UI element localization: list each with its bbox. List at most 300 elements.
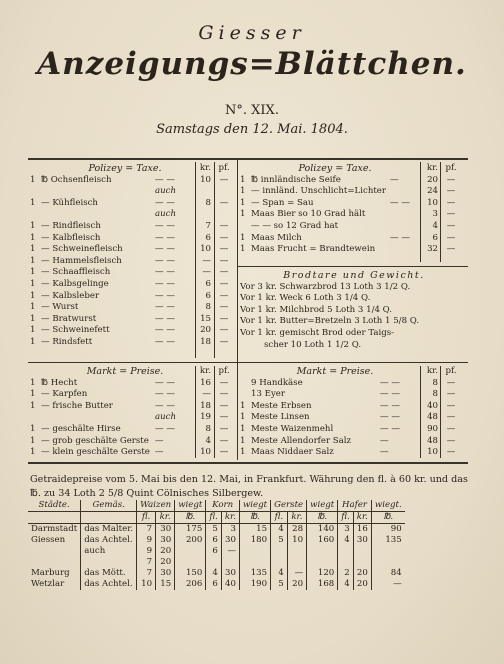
price-pf: — [219,255,229,266]
grain-city [28,557,81,568]
grain-value [371,546,404,557]
grain-value: 10 [137,579,156,590]
issue-number: N°. XIX. [225,103,279,118]
grain-measure: das Achtel. [81,535,137,546]
item-name: — grob geschälte Gerste [41,435,149,446]
dash-or-note: — — [155,313,175,324]
masthead-title: Anzeigungs=Blättchen. [37,46,467,82]
item-name: — Rindsfett [41,336,93,347]
price-kr: 19 [200,412,211,423]
quantity: 1 [30,220,36,231]
price-pf: — [446,197,456,208]
price-pf: — [446,377,456,388]
price-kr: 7 [205,220,211,231]
grain-value [175,546,206,557]
dash-or-note: — [380,435,389,446]
grain-prices-title: Getraidepreise vom 5. Mai bis den 12. Mai, in Frankfurt. Währung den fl. à 60 kr. und das ℔. zu 34 Loth 2 5/8 Quint Cölnisches Silbergew. [30,474,468,499]
col-pf: pf. [445,366,457,376]
price-row [30,389,236,401]
grain-subheader: fl. [271,512,288,524]
grain-value: 180 [239,535,270,546]
grain-value: 28 [287,524,306,536]
dash-or-note: — — [380,412,400,423]
price-pf: — [219,232,229,243]
price-row [240,175,468,187]
grain-subheader [28,512,81,524]
dash-or-note: — — [155,325,175,336]
grain-value [307,546,338,557]
grain-value: 16 [353,524,371,536]
price-kr: 8 [205,197,211,208]
dash-or-note: — — [155,290,175,301]
price-kr: — [202,267,211,278]
grain-value: 30 [156,568,175,579]
price-pf: — [219,197,229,208]
grain-value: 20 [353,579,371,590]
item-name: Maas Milch [251,232,302,243]
item-name: — Karpfen [41,389,88,400]
price-pf: — [446,412,456,423]
grain-subheader: kr. [221,512,239,524]
price-kr: 8 [432,377,438,388]
dash-or-note: — — [380,377,400,388]
dash-or-note: — — [155,197,175,208]
price-kr: 24 [427,186,438,197]
item-name: Maas Bier so 10 Grad hält [251,209,366,220]
item-name: — frische Butter [41,400,113,411]
grain-header: Gerste [271,500,307,512]
item-name: — Hammelsfleisch [41,255,122,266]
grain-value: 6 [206,579,221,590]
quantity: 1 [30,290,36,301]
item-name: — klein geschälte Gerste [41,447,150,458]
price-kr: 8 [205,423,211,434]
grain-row [28,535,405,546]
price-row [240,389,468,401]
grain-subheader: kr. [156,512,175,524]
grain-city: Marburg [31,568,70,578]
price-row [30,291,236,303]
dash-or-note: — — [155,400,175,411]
police-left-title: Polizey = Taxe. [88,163,162,174]
grain-value: 20 [287,579,306,590]
grain-subheader: ℔. [175,512,206,524]
price-kr: 16 [200,377,211,388]
grain-value: 3 [338,524,353,536]
grain-measure [81,557,137,568]
item-name: ℔ Hecht [41,377,78,388]
bread-row: scher 10 Loth 1 1/2 Q. [264,339,362,350]
grain-value [287,557,306,568]
dash-or-note: — — [380,389,400,400]
market-left-header [30,366,236,378]
grain-value: 200 [175,535,206,546]
grain-value: 135 [371,535,404,546]
grain-value: 15 [156,579,175,590]
grain-value [371,557,404,568]
price-row [30,378,236,390]
frame-bottom-rule [28,462,468,464]
grain-value: 150 [175,568,206,579]
grain-header: Korn [206,500,240,512]
grain-subheader: kr. [287,512,306,524]
price-row [240,401,468,413]
grain-subheader: fl. [137,512,156,524]
dash-or-note: — — [390,232,410,243]
price-row [30,198,236,210]
item-name: Meste Erbsen [251,400,312,411]
quantity: 1 [30,174,36,185]
grain-city [28,546,81,557]
grain-value: 4 [271,524,288,536]
price-pf: — [446,220,456,231]
price-row [30,267,236,279]
quantity: 1 [30,255,36,266]
quantity: 1 [30,325,36,336]
grain-value: 40 [221,579,239,590]
price-kr: 48 [427,412,438,423]
price-row [30,175,236,187]
market-prices-left [30,366,236,459]
price-row [30,337,236,349]
item-name: — — so 12 Grad hat [251,220,339,231]
grain-value [338,546,353,557]
price-kr: — [202,389,211,400]
grain-value: 4 [338,579,353,590]
dash-or-note: — [390,174,399,185]
price-pf: — [446,423,456,434]
quantity: 1 [240,412,246,423]
grain-value: 5 [206,524,221,536]
quantity: 1 [240,197,246,208]
item-name: — Kalbsleber [41,290,100,301]
grain-value: 90 [371,524,404,536]
quantity: 1 [240,174,246,185]
dash-or-note: — — [155,220,175,231]
bread-row: Vor 1 kr. Milchbrod 5 Loth 3 1/4 Q. [240,304,393,315]
market-left-title: Markt = Preise. [86,366,164,377]
grain-subheader: ℔. [239,512,270,524]
quantity: 1 [30,336,36,347]
grain-subheader [81,512,137,524]
bread-row: Vor 3 kr. Schwarzbrod 13 Loth 3 1/2 Q. [240,281,411,292]
dash-or-note: — — [155,278,175,289]
grain-header: Gemäs. [81,500,137,512]
item-name: — Schweinefleisch [41,244,123,255]
grain-value: 120 [307,568,338,579]
price-kr: 20 [427,174,438,185]
market-right-title: Markt = Preise. [296,366,374,377]
grain-subheader: fl. [206,512,221,524]
item-name: Maas Frucht = Brandtewein [251,244,376,255]
grain-value: 6 [206,546,221,557]
dash-or-note: — — [155,255,175,266]
grain-value: 30 [156,535,175,546]
price-kr: 15 [200,313,211,324]
grain-measure: das Achtel. [81,579,137,590]
quantity: 1 [30,232,36,243]
frame-top-rule [28,158,468,160]
price-kr: 18 [200,400,211,411]
item-name: 9 Handkäse [251,377,303,388]
grain-row [28,546,405,557]
grain-value: — [287,568,306,579]
grain-value: 190 [239,579,270,590]
price-pf: — [446,232,456,243]
price-row [30,233,236,245]
grain-header: wiegt [175,500,206,512]
price-row [30,424,236,436]
issue-date: Samstags den 12. Mai. 1804. [156,122,348,137]
dash-or-note: — — [390,197,410,208]
price-row [240,378,468,390]
grain-subheader-row [28,512,405,524]
price-row [30,447,236,459]
dash-or-note: — — [155,267,175,278]
grain-value: 20 [156,557,175,568]
price-kr: 6 [205,290,211,301]
price-pf: — [446,400,456,411]
grain-row [28,557,405,568]
price-pf: — [446,209,456,220]
grain-value: 15 [239,524,270,536]
grain-value: 135 [239,568,270,579]
grain-row [28,579,405,590]
grain-city: Darmstadt [31,524,78,534]
grain-value: 4 [338,535,353,546]
grain-header: wiegt [239,500,270,512]
grain-header: Hafer [338,500,372,512]
grain-measure: das Mött. [81,568,137,579]
grain-value: 20 [156,546,175,557]
item-name: 13 Eyer [251,389,285,400]
price-pf: — [219,435,229,446]
grain-header: Städte. [28,500,81,512]
center-divider [237,160,238,460]
dash-or-note: — [155,447,164,458]
bread-title: Brodtare und Gewicht. [283,270,425,281]
price-pf: — [219,290,229,301]
dash-or-note: — — [155,302,175,313]
quantity: 1 [30,447,36,458]
price-kr: 20 [200,325,211,336]
col-kr: kr. [199,163,211,173]
price-kr: 8 [205,302,211,313]
grain-value: 10 [287,535,306,546]
police-left-header [30,163,236,175]
quantity: 1 [240,423,246,434]
item-name: — innländ. Unschlicht=Lichter [251,186,386,197]
quantity: 1 [30,313,36,324]
quantity: 1 [30,244,36,255]
dash-or-note: — — [155,244,175,255]
quantity: 1 [30,400,36,411]
item-name: — Span = Sau [251,197,314,208]
grain-value: 7 [137,568,156,579]
price-row [240,424,468,436]
price-pf: — [446,244,456,255]
market-prices-right [240,366,468,459]
price-row [240,412,468,424]
price-pf: — [219,447,229,458]
price-kr: 6 [205,232,211,243]
price-pf: — [446,389,456,400]
price-row [30,256,236,268]
item-name: — Rindfleisch [41,220,101,231]
grain-value: 4 [271,568,288,579]
quantity: 1 [30,197,36,208]
grain-value [353,557,371,568]
price-row [30,221,236,233]
grain-value: 9 [137,535,156,546]
price-pf: — [446,435,456,446]
grain-value: 168 [307,579,338,590]
item-name: — Kalbfleisch [41,232,101,243]
grain-value: 20 [353,568,371,579]
price-row [30,279,236,291]
bread-row: Vor 1 kr. Butter=Bretzeln 3 Loth 1 5/8 Q. [240,316,420,327]
col-kr: kr. [199,366,211,376]
quantity: 1 [30,435,36,446]
dash-or-note: — — [380,423,400,434]
grain-subheader: ℔. [307,512,338,524]
price-pf: — [219,412,229,423]
dash-or-note: — — [155,336,175,347]
item-name: Maas Niddaer Salz [251,447,334,458]
price-row [30,314,236,326]
col-pf: pf. [445,163,457,173]
bread-section [240,270,468,351]
grain-value [307,557,338,568]
price-kr: 90 [427,423,438,434]
price-row [240,186,468,198]
grain-subheader: kr. [353,512,371,524]
price-row [240,436,468,448]
dash-or-note: — — [155,389,175,400]
police-right-title: Polizey = Taxe. [298,163,372,174]
grain-row [28,524,405,536]
item-name: — Wurst [41,302,79,313]
price-kr: 10 [200,174,211,185]
price-kr: 18 [200,336,211,347]
police-right-header [240,163,468,175]
dash-or-note: — [155,435,164,446]
price-pf: — [446,174,456,185]
grain-value [338,557,353,568]
grain-value [206,557,221,568]
dash-or-note: — — [155,377,175,388]
grain-measure: auch [81,546,137,557]
price-row [240,233,468,245]
item-name: Meste Waizenmehl [251,423,334,434]
grain-value: 7 [137,557,156,568]
price-kr: 4 [432,220,438,231]
grain-value [239,557,270,568]
price-pf: — [219,325,229,336]
grain-value [239,546,270,557]
grain-value: 5 [271,535,288,546]
grain-value: 9 [137,546,156,557]
price-kr: 10 [427,447,438,458]
price-row [240,198,468,210]
grain-header: wiegt [307,500,338,512]
price-kr: 10 [200,244,211,255]
price-row [240,447,468,459]
bread-row: Vor 1 kr. Weck 6 Loth 3 1/4 Q. [240,293,371,304]
item-name: — Schaaffleisch [41,267,111,278]
item-name: — Schweinefett [41,325,110,336]
price-kr: 40 [427,400,438,411]
quantity: 1 [30,267,36,278]
price-pf: — [219,174,229,185]
quantity: 1 [240,435,246,446]
price-row [30,436,236,448]
item-name: ℔ innländische Seife [251,174,341,185]
price-row [30,302,236,314]
price-row [30,401,236,413]
dash-or-note: auch [155,209,177,220]
quantity: 1 [30,278,36,289]
price-kr: 48 [427,435,438,446]
price-kr: 6 [205,278,211,289]
price-row [30,186,236,198]
grain-value [271,557,288,568]
bread-rule [238,266,468,267]
grain-header-row [28,500,405,512]
quantity: 1 [240,186,246,197]
quantity: 1 [30,423,36,434]
grain-value: — [221,546,239,557]
quantity: 1 [240,209,246,220]
grain-value: 175 [175,524,206,536]
price-row [30,244,236,256]
grain-subheader: fl. [338,512,353,524]
price-kr: 3 [432,209,438,220]
price-row [240,221,468,233]
bread-row: Vor 1 kr. gemischt Brod oder Taigs- [240,327,395,338]
item-name: — geschälte Hirse [41,423,121,434]
item-name: — Bratwurst [41,313,97,324]
grain-subheader: ℔. [371,512,404,524]
dash-or-note: — — [155,232,175,243]
section-rule [28,362,468,363]
col-pf: pf. [218,163,230,173]
grain-value: 30 [221,568,239,579]
price-kr: 32 [427,244,438,255]
price-kr: — [202,255,211,266]
item-name: ℔ Ochsenfleisch [41,174,112,185]
grain-value: 3 [221,524,239,536]
quantity: 1 [240,400,246,411]
quantity: 1 [30,377,36,388]
dash-or-note: auch [155,412,177,423]
item-name: Meste Allendorfer Salz [251,435,352,446]
price-row [240,209,468,221]
price-pf: — [219,220,229,231]
quantity: 1 [240,447,246,458]
quantity: 1 [240,244,246,255]
grain-value: 160 [307,535,338,546]
grain-value [221,557,239,568]
grain-city: Wetzlar [31,579,65,589]
grain-value: 7 [137,524,156,536]
grain-value: 6 [206,535,221,546]
police-tax-left [30,163,236,349]
dash-or-note: — — [380,400,400,411]
grain-value: 84 [371,568,404,579]
grain-prices-table [28,500,405,590]
grain-header: Waizen [137,500,175,512]
